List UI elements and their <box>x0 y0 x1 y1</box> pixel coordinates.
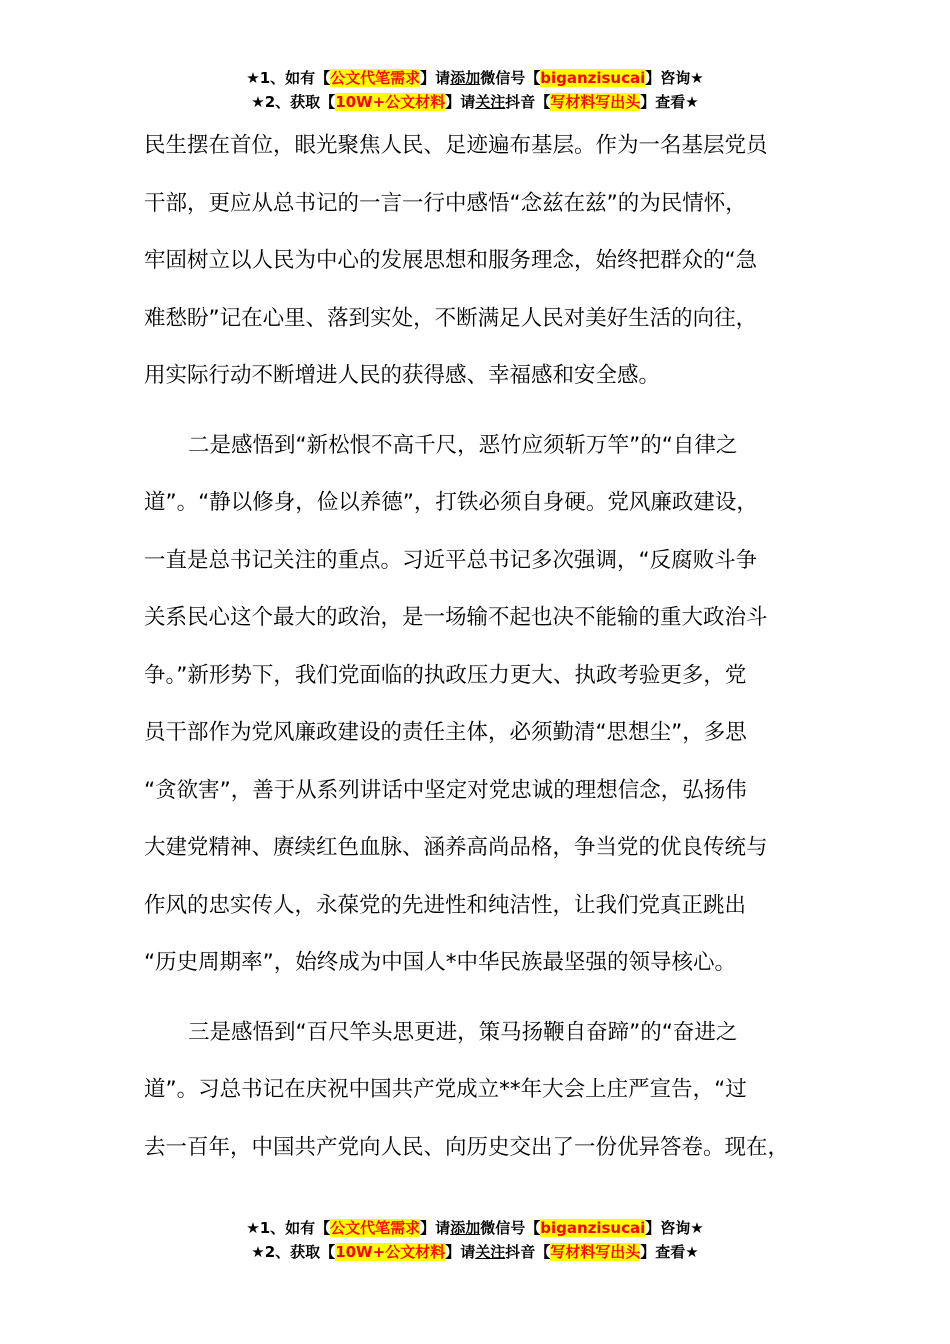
banner-line-2: ★2、获取【10W+公文材料】请关注抖音【写材料写出头】查看★ <box>251 93 699 111</box>
banner-highlight: 写材料写出头 <box>550 1243 641 1261</box>
footer-banner <box>0 1216 950 1264</box>
text-line: “贪欲害”，善于从系列讲话中坚定对党忠诚的理想信念，弘扬伟 <box>144 777 747 803</box>
banner-highlight: 公文代笔需求 <box>330 69 421 87</box>
text-line: 关系民心这个最大的政治，是一场输不起也决不能输的重大政治斗 <box>144 605 768 630</box>
document-body <box>144 117 834 1176</box>
text-line: 大建党精神、赓续红色血脉、涵养高尚品格，争当党的优良传统与 <box>144 835 768 860</box>
text-line: 民生摆在首位，眼光聚焦人民、足迹遍布基层。作为一名基层党员 <box>144 133 768 158</box>
text-line: “历史周期率”，始终成为中国人*中华民族最坚强的领导核心。 <box>144 950 737 975</box>
text-line: 道”。习总书记在庆祝中国共产党成立**年大会上庄严宣告，“过 <box>144 1077 747 1102</box>
banner-line-1: ★1、如有【公文代笔需求】请添加微信号【biganzisucai】咨询★ <box>246 69 704 87</box>
banner-highlight: biganzisucai <box>540 1219 646 1237</box>
text-line: 一直是总书记关注的重点。习近平总书记多次强调，“反腐败斗争 <box>144 547 758 573</box>
text-line: 干部，更应从总书记的一言一行中感悟“念兹在兹”的为民情怀， <box>144 190 747 216</box>
text-line: 三是感悟到“百尺竿头思更进，策马扬鞭自奋蹄”的“奋进之 <box>188 1019 738 1045</box>
text-line: 牢固树立以人民为中心的发展思想和服务理念，始终把群众的“急 <box>144 248 758 273</box>
text-line: 争。”新形势下，我们党面临的执政压力更大、执政考验更多，党 <box>144 662 747 688</box>
banner-line-1: ★1、如有【公文代笔需求】请添加微信号【biganzisucai】咨询★ <box>246 1219 704 1237</box>
banner-line-2: ★2、获取【10W+公文材料】请关注抖音【写材料写出头】查看★ <box>251 1243 699 1261</box>
text-line: 难愁盼”记在心里、落到实处，不断满足人民对美好生活的向往， <box>144 305 758 331</box>
banner-highlight: 写材料写出头 <box>550 93 641 111</box>
banner-highlight: 10W+公文材料 <box>335 93 446 111</box>
text-line: 二是感悟到“新松恨不高千尺，恶竹应须斩万竿”的“自律之 <box>188 432 738 458</box>
text-line: 员干部作为党风廉政建设的责任主体，必须勤清“思想尘”，多思 <box>144 720 747 745</box>
text-line: 道”。“静以修身，俭以养德”，打铁必须自身硬。党风廉政建设， <box>144 490 758 515</box>
banner-highlight: 公文代笔需求 <box>330 1219 421 1237</box>
text-line: 用实际行动不断增进人民的获得感、幸福感和安全感。 <box>144 363 661 388</box>
header-banner <box>0 66 950 114</box>
text-line: 作风的忠实传人，永葆党的先进性和纯洁性，让我们党真正跳出 <box>144 892 747 918</box>
banner-highlight: biganzisucai <box>540 69 646 87</box>
banner-highlight: 10W+公文材料 <box>335 1243 446 1261</box>
text-line: 去一百年，中国共产党向人民、向历史交出了一份优异答卷。现在， <box>144 1134 790 1160</box>
